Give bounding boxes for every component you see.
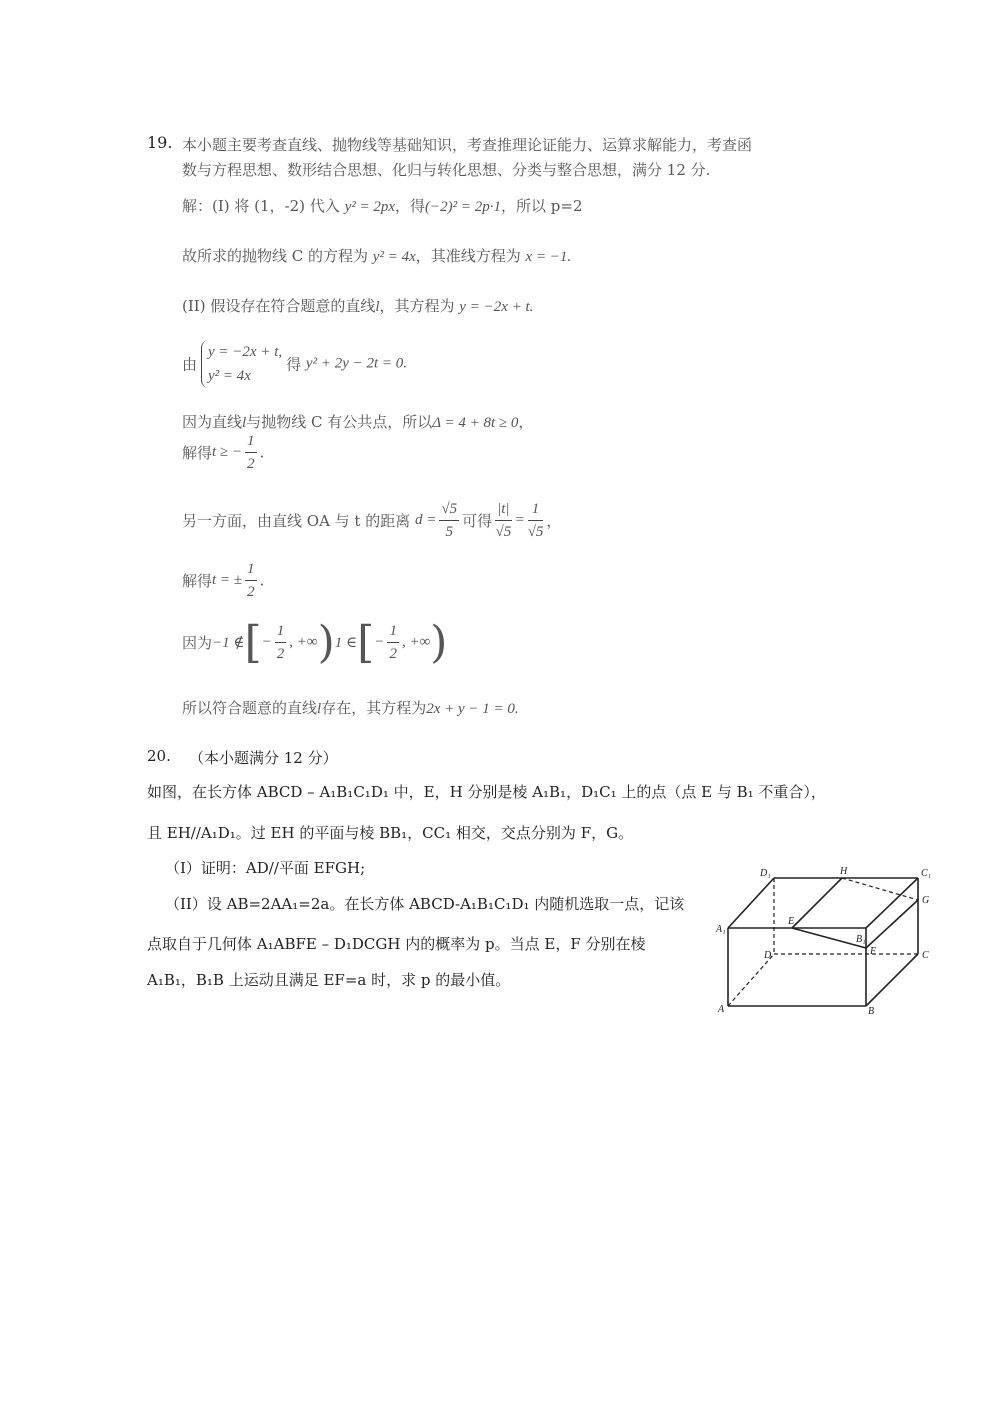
numerator: 1	[275, 620, 287, 643]
label-g: G	[922, 895, 930, 906]
left-bracket: [	[244, 616, 262, 668]
fraction-one-half	[245, 430, 257, 475]
numerator: √5	[439, 498, 459, 521]
text: 因为直线	[182, 413, 243, 431]
text: 所以符合题意的直线	[182, 699, 318, 717]
denominator: 2	[276, 646, 285, 662]
q20-heading: （本小题满分 12 分）	[189, 749, 338, 767]
q19-solve-t-values: 解得t = ± $\frac{1}{2}$ .	[182, 558, 264, 603]
q19-solution-part2	[182, 295, 533, 316]
infinity: , +∞	[289, 634, 318, 650]
text: 可得	[462, 512, 493, 530]
q19-conclusion	[182, 697, 519, 718]
text: 存在，其方程为	[321, 699, 427, 717]
label-h: H	[840, 866, 848, 877]
q19-solve-t-inequality: 解得t ≥ − $\frac{1}{2}$ .	[182, 430, 264, 475]
denominator: √5	[527, 524, 544, 540]
minus-sign: −	[374, 634, 385, 650]
fraction-one-over-root5	[528, 498, 544, 543]
left-bracket: [	[357, 616, 375, 668]
q20-number: 20.	[147, 747, 171, 765]
line-symbol: l	[375, 299, 380, 315]
formula: 2x + y − 1 = 0.	[426, 701, 519, 717]
formula: y² + 2y − 2t = 0.	[305, 355, 408, 372]
formula: t ≥ −	[212, 444, 243, 460]
text: ，所以 p=2	[501, 197, 583, 215]
text: ，其方程为	[379, 297, 455, 315]
label-b1: B₁	[856, 934, 866, 945]
formula: Δ = 4 + 8t ≥ 0	[432, 415, 519, 431]
label-d1: D₁	[760, 868, 771, 879]
text: 由	[182, 355, 198, 374]
label-f: F	[870, 946, 877, 957]
numerator: 1	[245, 558, 257, 581]
denominator: 2	[389, 646, 397, 662]
numerator: 1	[387, 620, 399, 643]
text: 另一方面，由直线 OA 与 t 的距离	[182, 512, 411, 530]
equation-2: y² = 4x	[208, 368, 251, 384]
right-paren: )	[430, 616, 448, 668]
text: 解得	[182, 572, 213, 590]
label-b: B	[868, 1006, 875, 1017]
formula: y² = 4x	[372, 249, 416, 265]
text: ，得	[395, 197, 426, 215]
edge-b-c	[866, 954, 918, 1006]
right-paren: )	[317, 616, 335, 668]
text: ，	[546, 512, 562, 530]
line-symbol: l	[317, 701, 322, 717]
formula: (−2)² = 2p·1	[425, 199, 502, 215]
edge-e-f	[792, 928, 866, 948]
line-symbol: l	[242, 415, 247, 431]
cuboid-diagram	[714, 862, 944, 1020]
q20-line2: 且 EH//A₁D₁。过 EH 的平面与棱 BB₁，CC₁ 相交，交点分别为 F，G。	[147, 824, 634, 842]
text: (II) 假设存在符合题意的直线	[182, 297, 376, 315]
q20-line1: 如图，在长方体 ABCD – A₁B₁C₁D₁ 中，E，H 分别是棱 A₁B₁，D₁C₁ 上的点（点 E 与 B₁ 不重合），	[147, 783, 826, 801]
denominator: √5	[495, 524, 512, 540]
equals-sign: =	[514, 512, 525, 528]
fraction-one-half	[245, 558, 257, 603]
q19-distance-line	[182, 498, 561, 543]
label-c1: C₁	[921, 868, 932, 879]
q19-solution-part1	[182, 195, 583, 216]
q19-intro-line1: 本小题主要考查直线、抛物线等基础知识，考查推理论证能力、运算求解能力，考查函	[182, 136, 753, 154]
q20-cuboid-figure	[714, 862, 944, 1020]
text: 解得	[182, 444, 213, 462]
formula: −1 ∉	[212, 635, 245, 651]
q20-part2-line2: 点取自于几何体 A₁ABFE – D₁DCGH 内的概率为 p。当点 E，F 分别在棱	[147, 935, 646, 953]
fraction-distance	[439, 498, 459, 543]
minus-sign: −	[261, 634, 272, 650]
formula: t = ±	[212, 572, 243, 588]
fraction-abs-t	[495, 498, 511, 543]
text: 故所求的抛物线 C 的方程为	[182, 247, 369, 265]
edge-c1-b1	[866, 878, 918, 928]
formula: 1 ∈	[334, 635, 358, 651]
q19-discriminant-line	[182, 411, 533, 432]
text: 与抛物线 C 有公共点，所以	[246, 413, 433, 431]
numerator: 1	[528, 498, 544, 521]
formula: y² = 2px	[344, 199, 396, 215]
label-c: C	[922, 950, 929, 961]
q20-part2-line1: （II）设 AB=2AA₁=2a。在长方体 ABCD-A₁B₁C₁D₁ 内随机选取一点，记该	[165, 895, 685, 913]
equation-system	[201, 340, 282, 388]
hidden-edge-a-d	[728, 954, 774, 1006]
label-d: D	[764, 950, 772, 961]
q19-system-of-equations	[182, 340, 407, 388]
infinity: , +∞	[401, 634, 431, 650]
text: 因为	[182, 634, 213, 652]
text: 解：(I) 将 (1，-2) 代入	[182, 197, 340, 215]
q19-number: 19.	[147, 133, 173, 152]
q20-part2-line3: A₁B₁，B₁B 上运动且满足 EF=a 时，求 p 的最小值。	[147, 971, 511, 989]
label-a: A	[718, 1004, 725, 1015]
denominator: 2	[247, 584, 255, 600]
q19-parabola-equation-line	[182, 245, 571, 266]
numerator: 1	[245, 430, 257, 453]
numerator: |t|	[495, 498, 511, 521]
edge-a1-d1	[728, 878, 774, 928]
text: ，其准线方程为	[415, 247, 521, 265]
q19-intro-line2: 数与方程思想、数形结合思想、化归与转化思想、分类与整合思想，满分 12 分.	[182, 161, 711, 179]
edge-f-g	[866, 900, 918, 948]
fraction-one-half	[275, 620, 287, 665]
denominator: 5	[445, 524, 453, 540]
formula: x = −1.	[525, 249, 572, 265]
q20-part1: （I）证明：AD//平面 EFGH;	[165, 859, 366, 877]
formula: d =	[415, 512, 437, 528]
q19-interval-check	[182, 616, 448, 668]
denominator: 2	[247, 456, 255, 472]
text: 得	[286, 355, 302, 374]
equation-1: y = −2x + t,	[208, 344, 283, 360]
formula: y = −2x + t.	[459, 299, 534, 315]
edge-e-h	[792, 878, 842, 928]
label-e: E	[788, 916, 795, 927]
fraction-one-half	[387, 620, 399, 665]
label-a1: A₁	[716, 924, 726, 935]
text: ，	[518, 413, 534, 431]
